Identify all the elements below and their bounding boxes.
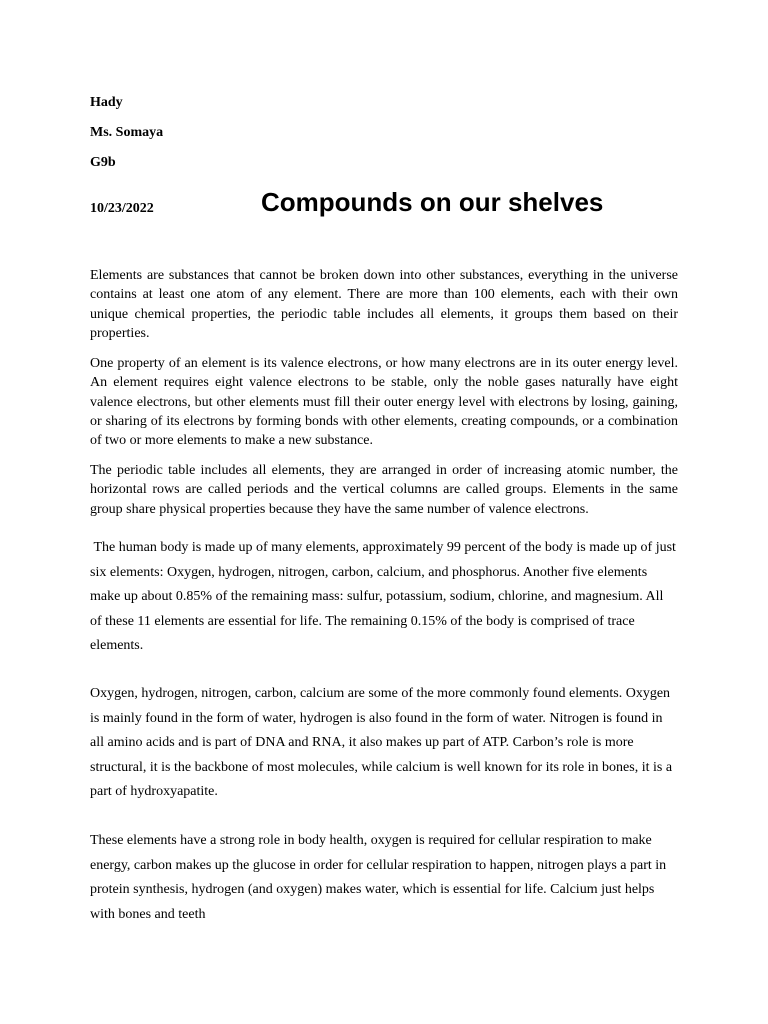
paragraph-periodic-table: The periodic table includes all elements, they are arranged in order of increasing atomic number, the horizontal rows are called periods and the vertical columns are called groups. Elements in the same group share physical properties because they have the same number of valence electrons. — [90, 463, 678, 517]
teacher-name: Ms. Somaya — [90, 125, 164, 140]
class-name: G9b — [90, 155, 116, 170]
document-date: 10/23/2022 — [90, 201, 154, 216]
paragraph-human-body: The human body is made up of many elements, approximately 99 percent of the body is made up of just six elements: Oxygen, hydrogen, nitrogen, carbon, calcium, and phosphorus. Another five elements make up about 0.85% of the remaining mass: sulfur, potassium, sodium, chlorine, and magnesium. All of these 11 elements are essential for life. The remaining 0.15% of the body is comprised of trace elements. — [90, 540, 680, 653]
paragraph-valence-electrons: One property of an element is its valence electrons, or how many electrons are in its outer energy level. An element requires eight valence electrons to be stable, only the noble gases naturally have eight valence electrons, but other elements must fill their outer energy level with electrons by losing, gaining, or sharing of its electrons by forming bonds with other elements, creating compounds, or a combination of two or more elements to make a new substance. — [90, 356, 678, 449]
paragraph-elements-intro: Elements are substances that cannot be broken down into other substances, everything in the universe contains at least one atom of any element. There are more than 100 elements, each with their own unique chemical properties, the periodic table includes all elements, it groups them based on their properties. — [90, 268, 678, 341]
document-title: Compounds on our shelves — [261, 187, 604, 217]
paragraph-common-elements: Oxygen, hydrogen, nitrogen, carbon, calcium are some of the more commonly found elements. Oxygen is mainly found in the form of water, hydrogen is also found in the form of water. Nitrogen is found in all amino acids and is part of DNA and RNA, it also makes up part of ATP. Carbon’s role is more structural, it is the backbone of most molecules, while calcium is well known for its role in bones, it is a part of hydroxyapatite. — [90, 686, 673, 799]
student-name: Hady — [90, 95, 123, 110]
paragraph-body-health: These elements have a strong role in body health, oxygen is required for cellular respiration to make energy, carbon makes up the glucose in order for cellular respiration to happen, nitrogen plays a part in protein synthesis, hydrogen (and oxygen) makes water, which is essential for life. Calcium just helps with bones and teeth — [90, 833, 667, 922]
